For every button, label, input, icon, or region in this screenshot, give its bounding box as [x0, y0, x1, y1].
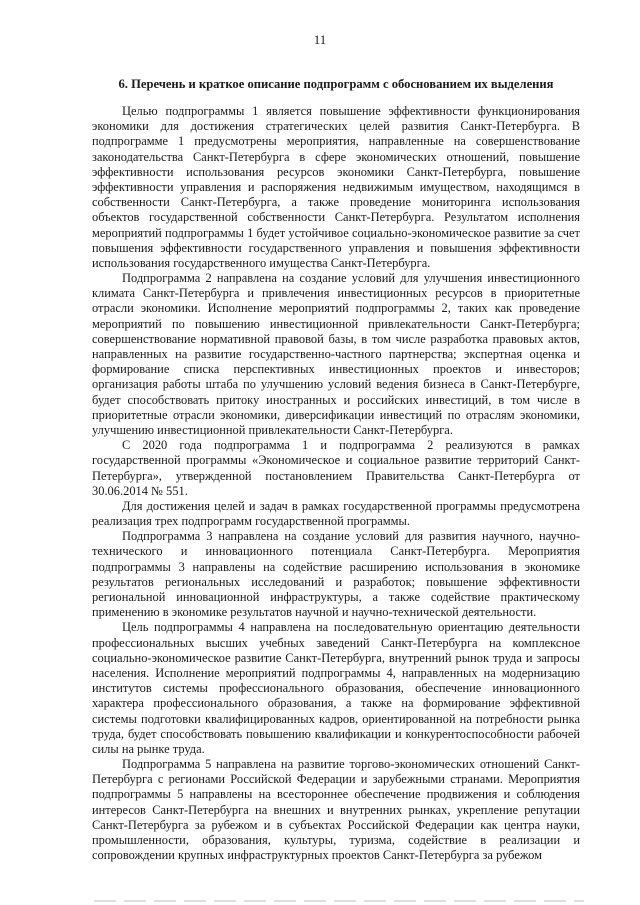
- paragraph-since-2020: С 2020 года подпрограмма 1 и подпрограмма 2 реализуются в рамках государственной программы «Экономическое и социальное развитие территорий Санкт-Петербурга», утвержденной постановлением Правительства Санкт-Петербурга от 30.06.2014 № 551.: [92, 438, 580, 498]
- paragraph-subprogram-4: Цель подпрограммы 4 направлена на последовательную ориентацию деятельности профессиональных высших учебных заведений Санкт-Петербурга на комплексное социально-экономическое развитие Санкт-Петербурга, внутренний рынок труда и запросы населения. Исполнение мероприятий подпрограммы 4, направленных на модернизацию институтов системы профессионального образования, обеспечение инновационного характера профессионального образования, а также на формирование эффективной системы подготовки квалифицированных кадров, ориентированной на потребности рынка труда, будет способствовать повышению квалификации и конкурентоспособности рабочей силы на рынке труда.: [92, 620, 580, 756]
- document-body: [92, 104, 580, 863]
- scan-edge-artifact: [94, 900, 584, 902]
- paragraph-subprogram-3: Подпрограмма 3 направлена на создание условий для развития научного, научно-технического и инновационного потенциала Санкт-Петербурга. Мероприятия подпрограммы 3 направлены на содействие расширению использования в экономике результатов региональных исследований и разработок; повышение эффективности региональной инновационной инфраструктуры, а также содействие практическому применению в экономике результатов научной и научно-технической деятельности.: [92, 529, 580, 620]
- section-heading: 6. Перечень и краткое описание подпрограмм с обоснованием их выделения: [118, 77, 554, 91]
- page-number: 11: [313, 32, 327, 47]
- paragraph-subprogram-1: Целью подпрограммы 1 является повышение эффективности функционирования экономики для достижения стратегических целей развития Санкт-Петербурга. В подпрограмме 1 предусмотрены мероприятия, направленные на совершенствование законодательства Санкт-Петербурга в сфере экономических отношений, повышение эффективности использования ресурсов экономики Санкт-Петербурга, повышение эффективности управления и распоряжения недвижимым имуществом, находящимся в собственности Санкт-Петербурга, а также проведение мониторинга использования объектов государственной собственности Санкт-Петербурга. Результатом исполнения мероприятий подпрограммы 1 будет устойчивое социально-экономическое развитие за счет повышения эффективности государственного управления и повышения эффективности использования государственного имущества Санкт-Петербурга.: [92, 104, 580, 270]
- paragraph-subprogram-5: Подпрограмма 5 направлена на развитие торгово-экономических отношений Санкт-Петербурга с регионами Российской Федерации и зарубежными странами. Мероприятия подпрограммы 5 направлены на всестороннее обеспечение продвижения и соблюдения интересов Санкт-Петербурга на внешних и внутренних рынках, укрепление репутации Санкт-Петербурга за рубежом и в субъектах Российской Федерации как центра науки, промышленности, образования, культуры, туризма, содействие в реализации и сопровождении крупных инфраструктурных проектов Санкт-Петербурга за рубежом: [92, 757, 580, 863]
- paragraph-subprogram-2: Подпрограмма 2 направлена на создание условий для улучшения инвестиционного климата Санкт-Петербурга и привлечения инвестиционных ресурсов в приоритетные отрасли экономики. Исполнение мероприятий подпрограммы 2, таких как проведение мероприятий по повышению инвестиционной привлекательности Санкт-Петербурга; совершенствование нормативной правовой базы, в том числе разработка правовых актов, направленных на развитие государственно-частного партнерства; экспертная оценка и формирование списка перспективных инвестиционных проектов и инвесторов; организация работы штаба по улучшению условий ведения бизнеса в Санкт-Петербурге, будет способствовать притоку иностранных и российских инвестиций, в том числе в приоритетные отрасли экономики, диверсификации инвестиций по отраслям экономики, улучшению инвестиционной привлекательности Санкт-Петербурга.: [92, 271, 580, 437]
- paragraph-three-subprograms: Для достижения целей и задач в рамках государственной программы предусмотрена реализация трех подпрограмм государственной программы.: [92, 498, 580, 529]
